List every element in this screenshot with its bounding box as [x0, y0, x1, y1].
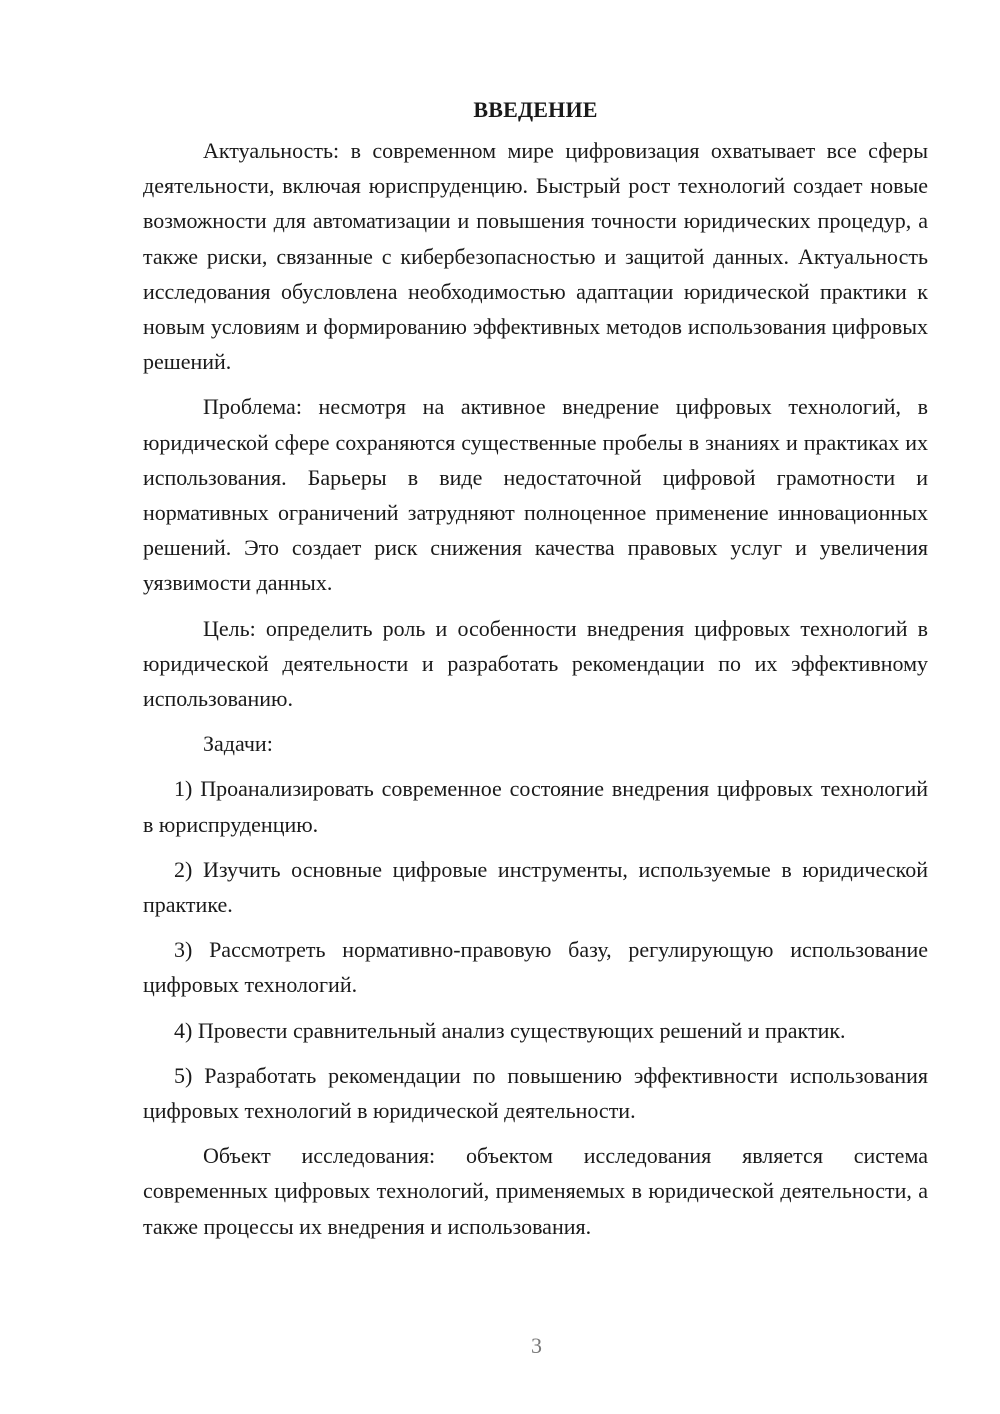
task-item-1: 1) Проанализировать современное состояние внедрения цифровых технологий в юриспруденцию. [143, 776, 928, 837]
object-paragraph: Объект исследования: объектом исследования является система современных цифровых технологий, применяемых в юридической деятельности, а также процессы их внедрения и использования. [143, 1143, 928, 1239]
goal-paragraph: Цель: определить роль и особенности внедрения цифровых технологий в юридической деятельности и разработать рекомендации по их эффективному использованию. [143, 615, 928, 712]
task-item-3: 3) Рассмотреть нормативно-правовую базу, регулирующую использование цифровых технологий. [143, 937, 928, 998]
page-number: 3 [531, 1333, 542, 1358]
section-heading: ВВЕДЕНИЕ [473, 97, 598, 122]
tasks-label: Задачи: [203, 731, 273, 757]
document-page [143, 95, 928, 1244]
problem-paragraph: Проблема: несмотря на активное внедрение цифровых технологий, в юридической сфере сохраняются существенные пробелы в знаниях и практиках их использования. Барьеры в виде недостаточной цифровой грамотности и нормативных ограничений затрудняют полноценное применение инновационных решений. Это создает риск снижения качества правовых услуг и увеличения уязвимости данных. [143, 394, 928, 596]
task-item-2: 2) Изучить основные цифровые инструменты, используемые в юридической практике. [143, 856, 928, 918]
task-item-4: 4) Провести сравнительный анализ существующих решений и практик. [174, 1017, 846, 1043]
relevance-paragraph: Актуальность: в современном мире цифровизация охватывает все сферы деятельности, включая юриспруденцию. Быстрый рост технологий создает новые возможности для автоматизации и повышения точности юридических процедур, а также риски, связанные с кибербезопасностью и защитой данных. Актуальность исследования обусловлена необходимостью адаптации юридической практики к новым условиям и формированию эффективных методов использования цифровых решений. [143, 138, 928, 375]
task-item-5: 5) Разработать рекомендации по повышению эффективности использования цифровых технологий в юридической деятельности. [143, 1062, 928, 1124]
